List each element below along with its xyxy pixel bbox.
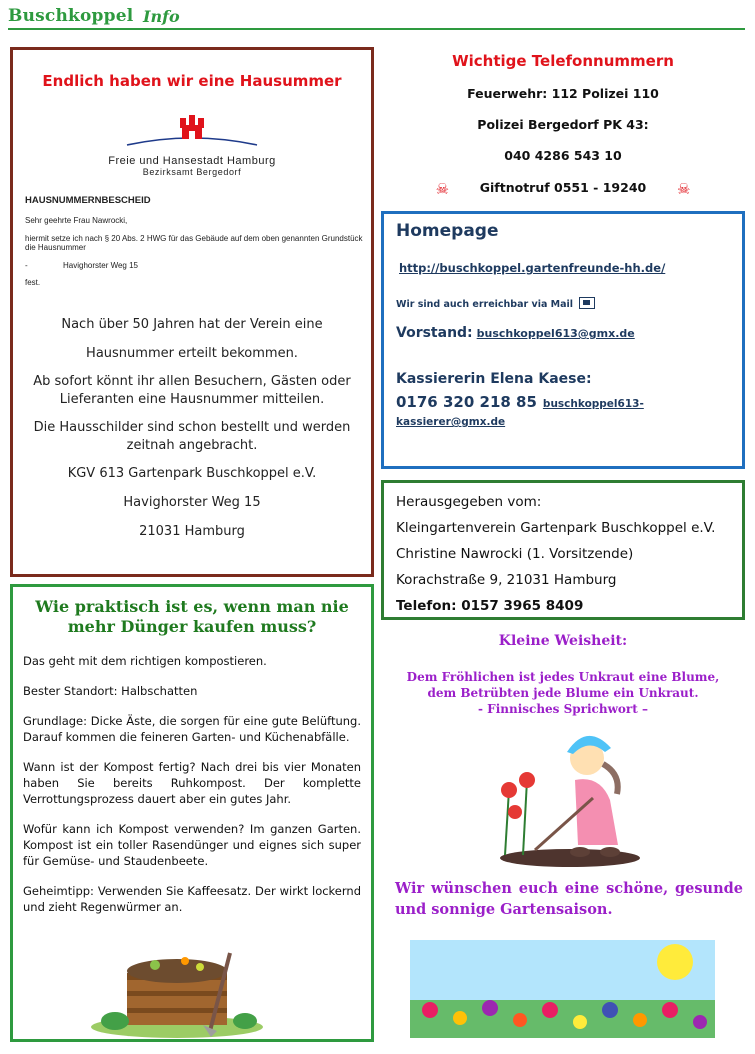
letter-salutation: Sehr geehrte Frau Nawrocki, [25, 216, 128, 225]
mail-note [396, 297, 595, 310]
logo-org: Freie und Hansestadt Hamburg [108, 155, 276, 167]
kompost-box [10, 584, 374, 1042]
kompost-p2: Bester Standort: Halbschatten [23, 684, 198, 698]
weisheit-title: Kleine Weisheit: [498, 633, 628, 649]
kasse-line [396, 393, 742, 429]
compost-bin-illustration [85, 943, 269, 1039]
hausnummer-p1: Nach über 50 Jahren hat der Verein eine [61, 317, 323, 332]
herausgeber-box [381, 480, 745, 620]
logo-dept: Bezirksamt Bergedorf [142, 167, 242, 177]
skull-crossbones-icon: ☠ [676, 180, 691, 198]
kompost-p4: Wann ist der Kompost fertig? Nach drei bis vier Monaten haben Sie bereits Ruhkompost. Der komplette Verrottungsprozess dauert aber ein gutes Jahr. [23, 760, 361, 806]
homepage-url-link[interactable]: http://buschkoppel.gartenfreunde-hh.de/ [399, 261, 666, 275]
homepage-title: Homepage [396, 221, 499, 241]
letter-end: fest. [25, 278, 41, 288]
skull-crossbones-icon: ☠ [435, 180, 450, 198]
vorstand-line [396, 325, 635, 341]
herausgeber-l2: Kleingartenverein Gartenpark Buschkoppel e.V. [396, 520, 716, 536]
letter-text: hiermit setze ich nach § 20 Abs. 2 HWG für das Gebäude auf dem oben genannten Grundstück die Hausnummer [25, 233, 363, 253]
telefon-line3: 040 4286 543 10 [504, 148, 622, 163]
weisheit-wish: Wir wünschen euch eine schöne, gesunde und sonnige Gartensaison. [395, 880, 743, 918]
weisheit-q3: - Finnisches Sprichwort – [478, 702, 648, 716]
hausnummer-p2: Hausnummer erteilt bekommen. [86, 346, 298, 362]
kompost-p6: Geheimtipp: Verwenden Sie Kaffeesatz. Der wirkt lockernd und zieht Regenwürmer an. [23, 884, 361, 914]
herausgeber-text [396, 489, 715, 619]
homepage-box [381, 211, 745, 469]
telefon-giftnotruf [381, 180, 745, 198]
hamburg-castle-icon [117, 115, 267, 149]
hausnummer-title: Endlich haben wir eine Hausummer [42, 72, 342, 90]
kasse-mail-link[interactable]: buschkoppel613-kassierer@gmx.de [396, 398, 644, 428]
letter-address-line [25, 261, 363, 271]
kasse-label: Kassiererin Elena Kaese: [396, 371, 592, 387]
hausnummer-p3: Ab sofort könnt ihr allen Besuchern, Gästen oder Lieferanten eine Hausnummer mitteilen. [33, 374, 351, 408]
kompost-p5: Wofür kann ich Kompost verwenden? Im ganzen Garten. Kompost ist ein toller Rasendünger und eignes sich super für Gemüse- und Staudenbeete. [23, 822, 361, 868]
hausnummer-body [19, 315, 365, 551]
telefon-title: Wichtige Telefonnummern [452, 52, 674, 70]
letter-excerpt [25, 195, 363, 296]
gardening-lady-illustration [475, 720, 645, 870]
hausnummer-box [10, 47, 374, 577]
mail-note-text: Wir sind auch erreichbar via Mail [396, 299, 574, 310]
kompost-p3: Grundlage: Dicke Äste, die sorgen für eine gute Belüftung. Darauf kommen die feineren Garten- und Küchenabfälle. [23, 714, 361, 744]
masthead-brand: Buschkoppel [8, 6, 134, 26]
telefon-line4: Giftnotruf 0551 - 19240 [479, 180, 647, 195]
herausgeber-l4: Korachstraße 9, 21031 Hamburg [396, 572, 617, 588]
letter-address: Havighorster Weg 15 [63, 260, 138, 270]
flower-meadow-illustration [410, 940, 715, 1038]
weisheit-quote [381, 669, 745, 717]
weisheit-q2: dem Betrübten jede Blume ein Unkraut. [427, 686, 699, 700]
weisheit-q1: Dem Fröhlichen ist jedes Unkraut eine Blume, [406, 670, 720, 684]
herausgeber-l1: Herausgegeben vom: [396, 494, 542, 510]
mail-icon [579, 297, 595, 309]
hausnummer-p4: Die Hausschilder sind schon bestellt und werden zeitnah angebracht. [33, 419, 351, 453]
kompost-title: Wie praktisch ist es, wenn man nie mehr Dünger kaufen muss? [35, 597, 349, 636]
masthead-info: Info [143, 7, 180, 26]
kasse-phone: 0176 320 218 85 [396, 393, 537, 411]
hausnummer-p6: Havighorster Weg 15 [123, 495, 261, 511]
herausgeber-l3: Christine Nawrocki (1. Vorsitzende) [396, 546, 634, 562]
letter-heading: HAUSNUMMERNBESCHEID [25, 195, 151, 206]
telefon-line2: Polizei Bergedorf PK 43: [477, 117, 649, 132]
letter-dash: - [25, 260, 28, 270]
masthead [8, 4, 745, 30]
vorstand-mail-link[interactable]: buschkoppel613@gmx.de [476, 327, 635, 340]
vorstand-label: Vorstand: [396, 325, 473, 341]
kompost-body [23, 653, 361, 929]
hausnummer-p7: 21031 Hamburg [139, 524, 245, 540]
telefon-line1: Feuerwehr: 112 Polizei 110 [467, 86, 659, 101]
herausgeber-l5: Telefon: 0157 3965 8409 [396, 598, 584, 614]
hausnummer-p5: KGV 613 Gartenpark Buschkoppel e.V. [67, 466, 317, 482]
kompost-p1: Das geht mit dem richtigen kompostieren. [23, 654, 267, 668]
